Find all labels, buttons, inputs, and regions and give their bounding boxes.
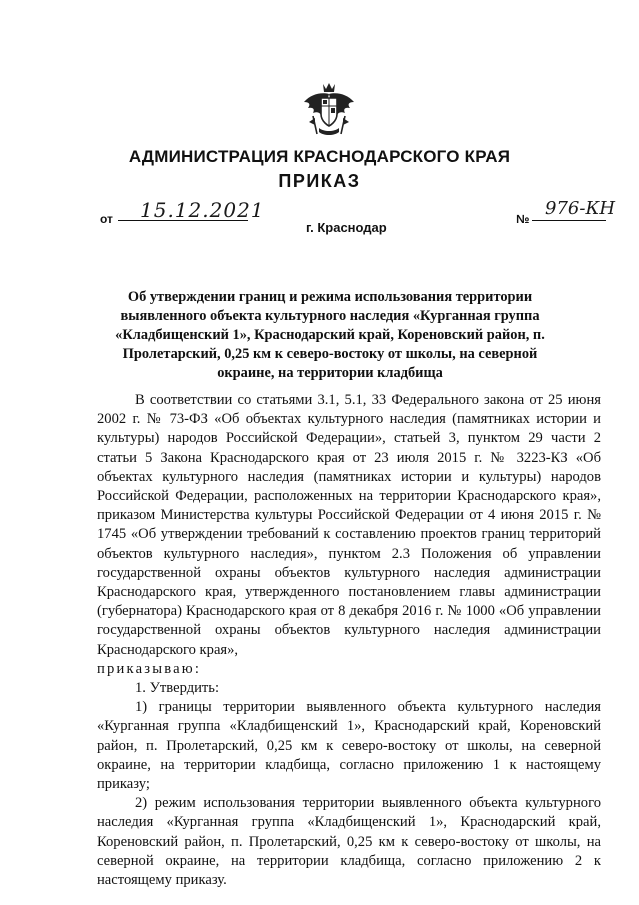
date-label: от [100, 212, 113, 226]
item-1-2: 2) режим использования территории выявленного объекта культурного наследия «Курганная группа «Кладбищенский 1», Краснодарский край, Кореновский район, п. Пролетарский, 0,25 км к северо-востоку от школы, на северной окраине, на территории кладбища, согласно приложению 2 к настоящему приказу. [97, 795, 601, 889]
document-type: ПРИКАЗ [278, 171, 361, 191]
number-value-handwritten: 976-КН [545, 198, 616, 219]
city: г. Краснодар [306, 220, 387, 235]
coat-of-arms-icon [299, 80, 359, 140]
number-label: № [516, 212, 530, 226]
number-underline [532, 220, 606, 221]
preamble-paragraph: В соответствии со статьями 3.1, 5.1, 33 Федерального закона от 25 июня 2002 г. № 73-ФЗ «Об объектах культурного наследия (памятниках истории и культуры) народов Российской Федерации», статьей 3, пунктом 29 части 2 статьи 5 Закона Краснодарского края от 23 июля 2015 г. № 3223-КЗ «Об объектах культурного наследия (памятниках истории и культуры) народов Российской Федерации, расположенных на территории Краснодарского края», приказом Министерства культуры Российской Федерации от 4 июня 2015 г. № 1745 «Об утверждении требований к составлению проектов границ территорий объектов культурного наследия», пунктом 2.3 Положения об управлении государственной охраны объектов культурного наследия администрации Краснодарского края, утвержденного постановлением главы администрации (губернатора) Краснодарского края от 8 декабря 2016 г. № 1000 «Об управлении государственной охраны объектов культурного наследия администрации Краснодарского края», [97, 392, 601, 658]
document-body [97, 391, 601, 890]
item-1-1: 1) границы территории выявленного объекта культурного наследия «Курганная группа «Кладбищенский 1», Краснодарский край, Кореновский район, п. Пролетарский, 0,25 км к северо-востоку от школы, на северной окраине, на территории кладбища, согласно приложению 1 к настоящему приказу; [97, 699, 601, 793]
document-title: Об утверждении границ и режима использования территории выявленного объекта культурного наследия «Курганная группа «Кладбищенский 1», Краснодарский край, Кореновский район, п. Пролетарский, 0,25 км к северо-востоку от школы, на северной окраине, на территории кладбища [115, 289, 545, 381]
order-word: приказываю: [97, 660, 202, 677]
date-value-handwritten: 15.12.2021 [140, 198, 265, 222]
document-meta [100, 198, 620, 238]
item-1: 1. Утвердить: [135, 680, 220, 697]
organization-name: АДМИНИСТРАЦИЯ КРАСНОДАРСКОГО КРАЯ [128, 147, 511, 166]
